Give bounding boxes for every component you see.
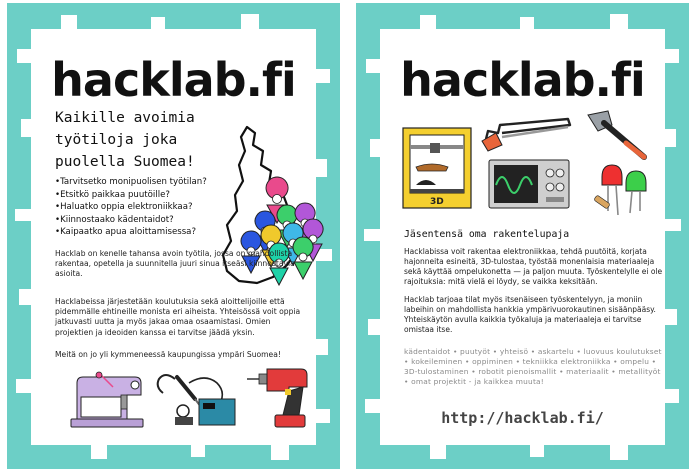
question-item: • Tarvitsetko monipuolisen työtilan? bbox=[55, 176, 255, 189]
power-drill-icon bbox=[245, 365, 309, 431]
hacksaw-icon bbox=[480, 111, 574, 155]
tagline: Kaikille avoimia työtiloja joka puolella Suomea! bbox=[55, 110, 195, 170]
website-link[interactable]: http://hacklab.fi/ bbox=[441, 409, 604, 427]
workshop-paragraph: Hacklabissa voit rakentaa elektroniikkaa, tehdä puutöitä, korjata hajonneita esineitä, 3D-tulostaa, työstää monenlaisia materiaaleja sekä käyttää ompelukonetta — ja paljon muuta. Työskentelylle ei ole rajoituksia: mitä vielä ei löydy, se vaikka keksitään. bbox=[404, 247, 663, 287]
question-item: • Kaipaatko apua aloittamisessa? bbox=[55, 226, 255, 239]
3d-printer-icon bbox=[402, 127, 472, 209]
section-subheading: Jäsentensä oma rakentelupaja bbox=[404, 229, 570, 240]
access-paragraph: Hacklab tarjoaa tilat myös itsenäiseen työskentelyyn, ja moniin labeihin on mahdollista hankkia ympärivuorokautinen sisäänpääsy. Yhteiskäytön avulla kaikkia työkaluja ja materiaaleja ei tarvitse omistaa itse. bbox=[404, 295, 656, 335]
printer-label: 3D bbox=[430, 197, 444, 207]
cities-paragraph: Meitä on jo yli kymmeneessä kaupungissa ympäri Suomea! bbox=[55, 350, 281, 359]
poster-left-paper bbox=[31, 29, 316, 445]
intro-paragraph: Hacklab on kenelle tahansa avoin työtila, jossa on mahdollista rakentaa, opetella ja suunnitella juuri sinua itseäsi kiinnostavia asioita. bbox=[55, 249, 295, 279]
question-item: • Etsitkö paikkaa puutöille? bbox=[55, 189, 255, 202]
brand-title: hacklab.fi bbox=[51, 53, 296, 107]
poster-right bbox=[356, 3, 689, 469]
soldering-station-icon bbox=[155, 369, 239, 429]
question-item: • Kiinnostaako kädentaidot? bbox=[55, 214, 255, 227]
poster-right-paper bbox=[380, 29, 665, 445]
brand-title: hacklab.fi bbox=[400, 53, 645, 107]
training-paragraph: Hacklabeissa järjestetään koulutuksia sekä aloittelijoille että pidemmälle ehtineille monista eri aiheista. Yhteisössä voit oppia jatkuvasti uutta ja myös jakaa omaa osaamistasi. Omien projektien ja ideoiden kanssa ei tarvitse jäädä yksin. bbox=[55, 297, 301, 337]
oscilloscope-icon bbox=[488, 159, 570, 209]
sewing-machine-icon bbox=[69, 371, 149, 429]
led-icon bbox=[592, 155, 656, 219]
poster-left bbox=[7, 3, 340, 469]
question-item: • Haluatko oppia elektroniikkaa? bbox=[55, 201, 255, 214]
topic-tags: kädentaidot • puutyöt • yhteisö • askartelu • luovuus koulutukset • kokeileminen • oppiminen • tekniikka elektroniikka • ompelu • 3D-tulostaminen • robotit pienoismallit • materiaalit • metallityöt • omat projektit - ja kaikkea muuta! bbox=[404, 347, 662, 387]
